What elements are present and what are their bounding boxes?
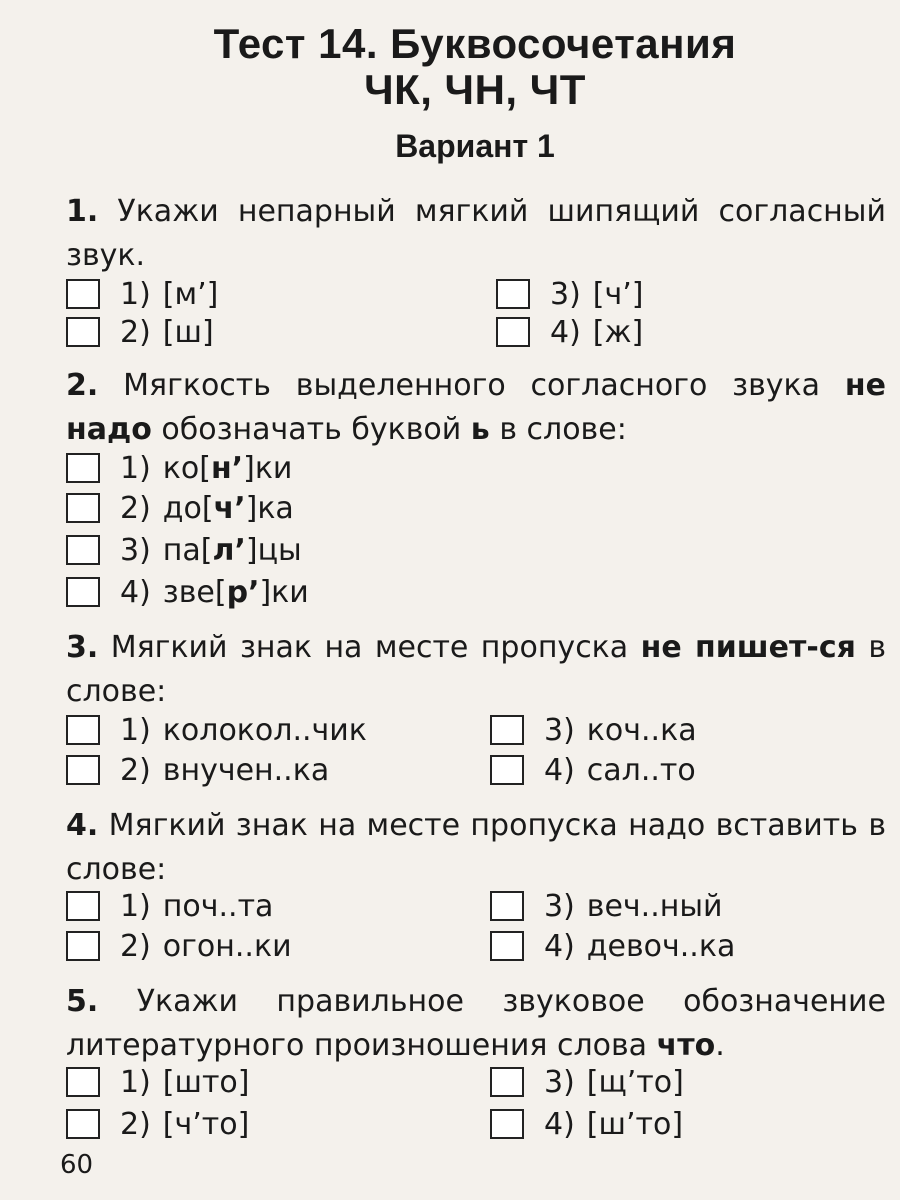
checkbox[interactable] (496, 317, 530, 347)
checkbox[interactable] (66, 453, 100, 483)
checkbox[interactable] (66, 279, 100, 309)
answer-option[interactable]: 3) па[ л’ ]цы (66, 532, 302, 568)
answer-option[interactable]: 2) огон..ки (66, 928, 292, 964)
checkbox[interactable] (66, 1109, 100, 1139)
question-1 (66, 190, 886, 278)
answer-option[interactable]: 2) до[ ч’ ]ка (66, 490, 294, 526)
answer-option[interactable]: 1) ко[ н’ ]ки (66, 450, 292, 486)
checkbox[interactable] (66, 1067, 100, 1097)
answer-option[interactable]: 4) [ж] (496, 314, 643, 350)
checkbox[interactable] (66, 577, 100, 607)
answer-option[interactable]: 1) колокол..чик (66, 712, 367, 748)
checkbox[interactable] (490, 931, 524, 961)
checkbox[interactable] (66, 755, 100, 785)
question-number: 4. (66, 808, 99, 843)
checkbox[interactable] (490, 755, 524, 785)
answer-option[interactable]: 1) поч..та (66, 888, 273, 924)
question-number: 2. (66, 368, 99, 403)
checkbox[interactable] (496, 279, 530, 309)
question-2: 2. Мягкость выделенного согласного звука не надо обозначать буквой ь в слове: (66, 368, 886, 447)
answer-option[interactable]: 3) [ч’] (496, 276, 643, 312)
answer-option[interactable]: 1) [м’] (66, 276, 218, 312)
question-5: 5. Укажи правильное звуковое обозначение литературного произношения слова что. (66, 984, 886, 1063)
answer-option[interactable]: 3) [щ’то] (490, 1064, 684, 1100)
question-3: 3. Мягкий знак на месте пропуска не пишет-ся в слове: (66, 630, 886, 709)
checkbox[interactable] (66, 715, 100, 745)
answer-option[interactable]: 4) сал..то (490, 752, 696, 788)
checkbox[interactable] (490, 1067, 524, 1097)
test-title: Тест 14. Буквосочетания (213, 20, 737, 67)
checkbox[interactable] (490, 1109, 524, 1139)
checkbox[interactable] (66, 891, 100, 921)
checkbox[interactable] (66, 493, 100, 523)
checkbox[interactable] (66, 931, 100, 961)
question-number: 1. (66, 194, 99, 229)
page-number: 60 (60, 1150, 94, 1180)
question-number: 3. (66, 630, 99, 665)
variant-heading: Вариант 1 (395, 128, 555, 164)
answer-option[interactable]: 1) [што] (66, 1064, 250, 1100)
answer-option[interactable]: 3) веч..ный (490, 888, 723, 924)
checkbox[interactable] (66, 317, 100, 347)
question-4: 4. Мягкий знак на месте пропуска надо вставить в слове: (66, 808, 886, 887)
checkbox[interactable] (490, 891, 524, 921)
answer-option[interactable]: 4) зве[ р’ ]ки (66, 574, 309, 610)
checkbox[interactable] (490, 715, 524, 745)
answer-option[interactable]: 4) [ш’то] (490, 1106, 683, 1142)
question-number: 5. (66, 984, 99, 1019)
question-text: Укажи непарный мягкий шипящий согласный звук. (66, 194, 886, 273)
answer-option[interactable]: 2) [ш] (66, 314, 214, 350)
answer-option[interactable]: 3) коч..ка (490, 712, 697, 748)
answer-option[interactable]: 4) девоч..ка (490, 928, 735, 964)
checkbox[interactable] (66, 535, 100, 565)
answer-option[interactable]: 2) [ч’то] (66, 1106, 249, 1142)
test-subtitle: ЧК, ЧН, ЧТ (364, 66, 586, 113)
answer-option[interactable]: 2) внучен..ка (66, 752, 329, 788)
